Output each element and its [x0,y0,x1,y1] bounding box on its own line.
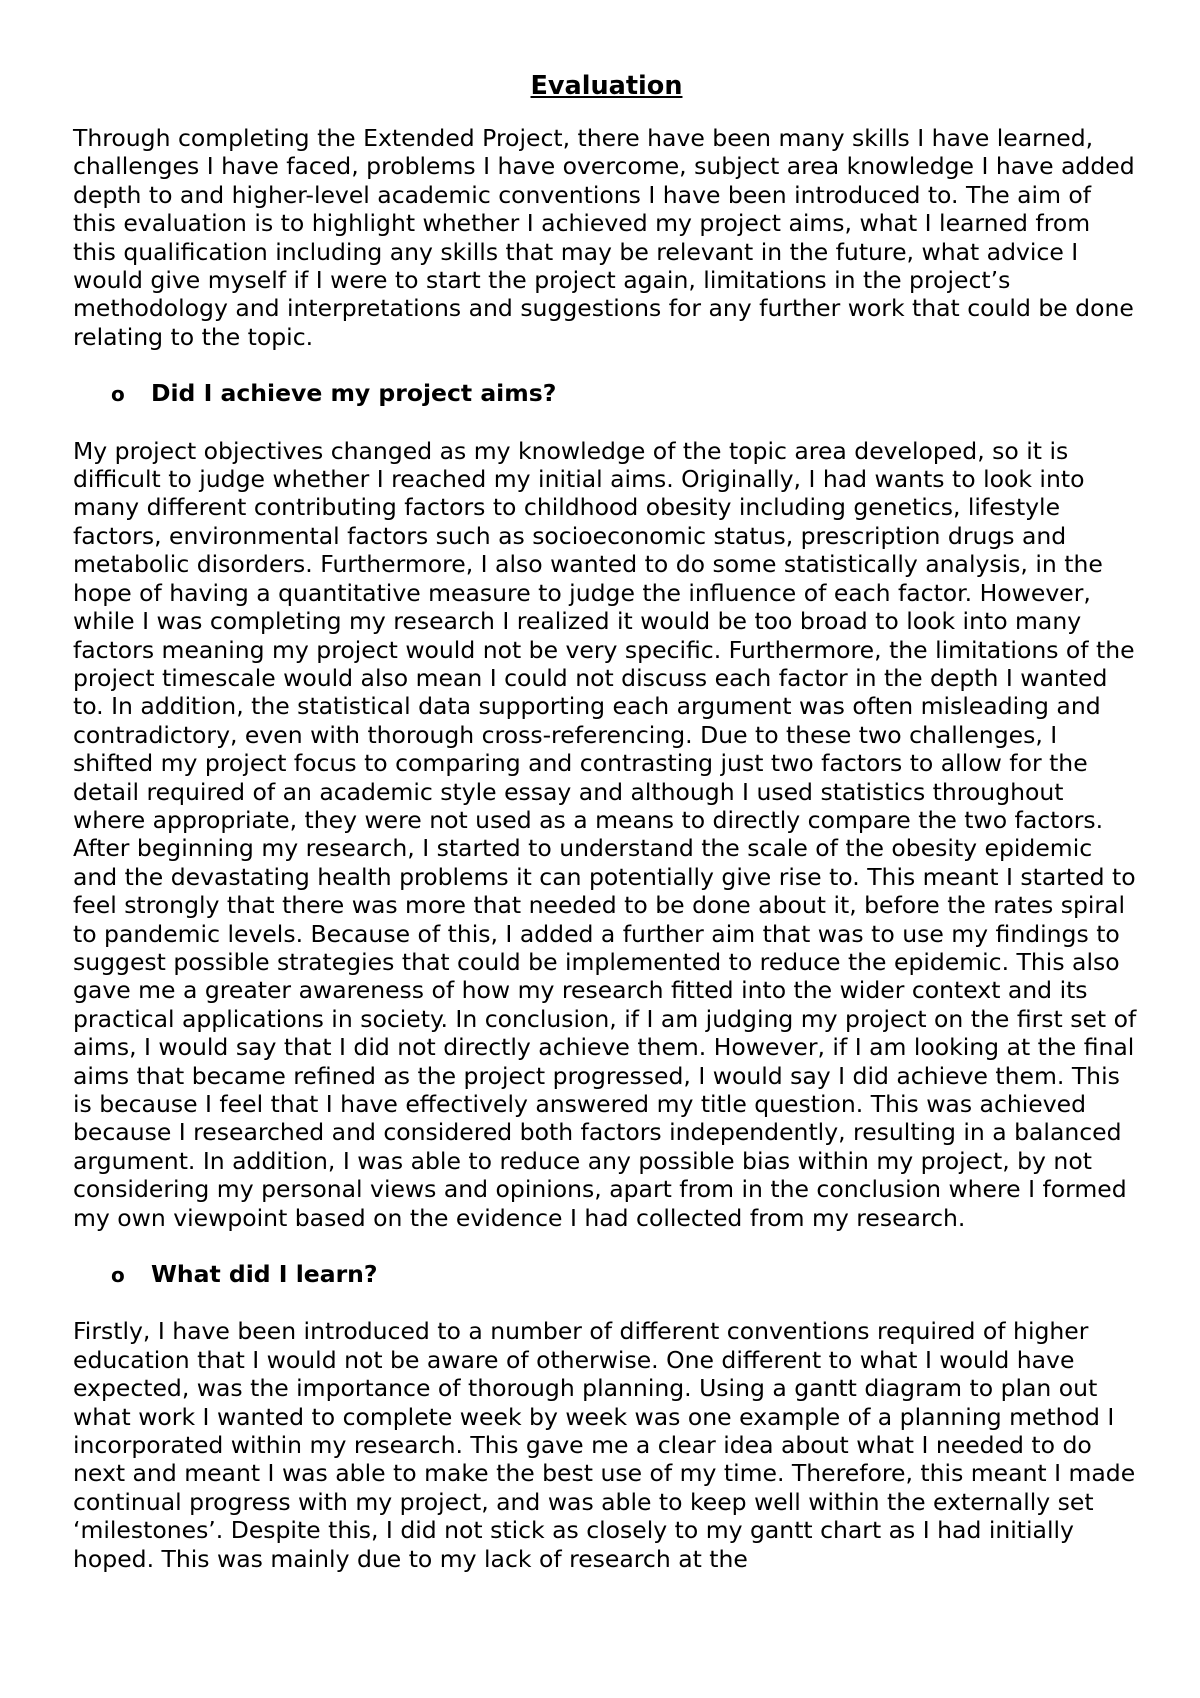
section-heading-aims [73,379,1140,408]
section-heading-text: What did I learn? [151,1260,378,1289]
bullet-icon: o [111,1263,125,1288]
section-heading-text: Did I achieve my project aims? [151,379,557,408]
section-paragraph-learn: Firstly, I have been introduced to a number of different conventions required of higher education that I would not be aware of otherwise. One different to what I would have expected, was the importance of thorough planning. Using a gantt diagram to plan out what work I wanted to complete week by week was one example of a planning method I incorporated within my research. This gave me a clear idea about what I needed to do next and meant I was able to make the best use of my time. Therefore, this meant I made continual progress with my project, and was able to keep well within the externally set ‘milestones’. Despite this, I did not stick as closely to my gantt chart as I had initially hoped. This was mainly due to my lack of research at the [73,1317,1136,1573]
section-heading-learn [73,1260,1140,1289]
intro-paragraph: Through completing the Extended Project, there have been many skills I have learned, challenges I have faced, problems I have overcome, subject area knowledge I have added depth to and higher-level academic conventions I have been introduced to. The aim of this evaluation is to highlight whether I achieved my project aims, what I learned from this qualification including any skills that may be relevant in the future, what advice I would give myself if I were to start the project again, limitations in the project’s methodology and interpretations and suggestions for any further work that could be done relating to the topic. [73,124,1135,351]
section-paragraph-aims: My project objectives changed as my knowledge of the topic area developed, so it is difficult to judge whether I reached my initial aims. Originally, I had wants to look into many different contributing factors to childhood obesity including genetics, lifestyle factors, environmental factors such as socioeconomic status, prescription drugs and metabolic disorders. Furthermore, I also wanted to do some statistically analysis, in the hope of having a quantitative measure to judge the influence of each factor. However, while I was completing my research I realized it would be too broad to look into many factors meaning my project would not be very specific. Furthermore, the limitations of the project timescale would also mean I could not discuss each factor in the depth I wanted to. In addition, the statistical data supporting each argument was often misleading and contradictory, even with thorough cross-referencing. Due to these two challenges, I shifted my project focus to comparing and contrasting just two factors to allow for the detail required of an academic style essay and although I used statistics throughout where appropriate, they were not used as a means to directly compare the two factors. After beginning my research, I started to understand the scale of the obesity epidemic and the devastating health problems it can potentially give rise to. This meant I started to feel strongly that there was more that needed to be done about it, before the rates spiral to pandemic levels. Because of this, I added a further aim that was to use my findings to suggest possible strategies that could be implemented to reduce the epidemic. This also gave me a greater awareness of how my research fitted into the wider context and its practical applications in society. In conclusion, if I am judging my project on the first set of aims, I would say that I did not directly achieve them. However, if I am looking at the final aims that became refined as the project progressed, I would say I did achieve them. This is because I feel that I have effectively answered my title question. This was achieved because I researched and considered both factors independently, resulting in a balanced argument. In addition, I was able to reduce any possible bias within my project, by not considering my personal views and opinions, apart from in the conclusion where I formed my own viewpoint based on the evidence I had collected from my research. [73,436,1137,1232]
bullet-icon: o [111,382,125,407]
page-title: Evaluation [530,71,683,101]
